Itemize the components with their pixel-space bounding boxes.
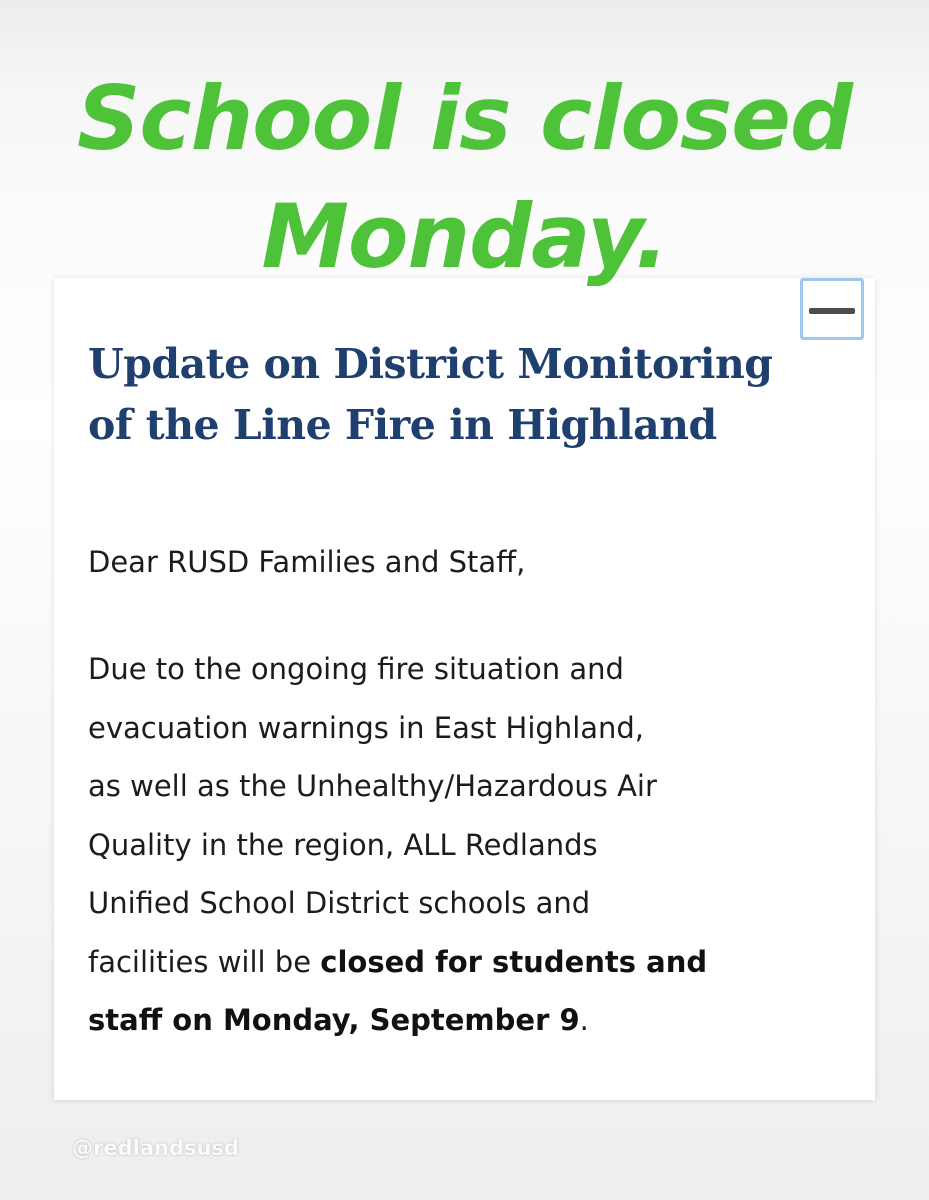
announcement-card [54,278,875,1100]
body-line: evacuation warnings in East Highland, [88,710,645,745]
minus-icon [809,308,855,314]
body-line: as well as the Unhealthy/Hazardous Air [88,769,657,803]
headline-line-2: Monday. [261,185,668,288]
body-line: Quality in the region, ALL Redlands [88,827,598,862]
closure-date-emphasis: staff on Monday, September 9 [88,1003,580,1037]
headline-line-1: School is closed [77,67,852,170]
body-text-normal: facilities will be [88,944,321,979]
greeting: Dear RUSD Families and Staff, [88,545,526,579]
body-line: Unified School District schools and [88,886,591,920]
announcement-body [88,640,848,1050]
body-line [88,991,848,1050]
headline [0,60,929,296]
account-watermark: @redlandsusd [72,1136,239,1160]
body-line: Due to the ongoing fire situation and [88,652,624,686]
body-line [88,933,848,992]
post-title: Update on District Monitoring of the Line Fire in Highland [88,340,773,449]
closure-emphasis: closed for students and [320,944,708,979]
body-text-end: . [579,1003,589,1037]
